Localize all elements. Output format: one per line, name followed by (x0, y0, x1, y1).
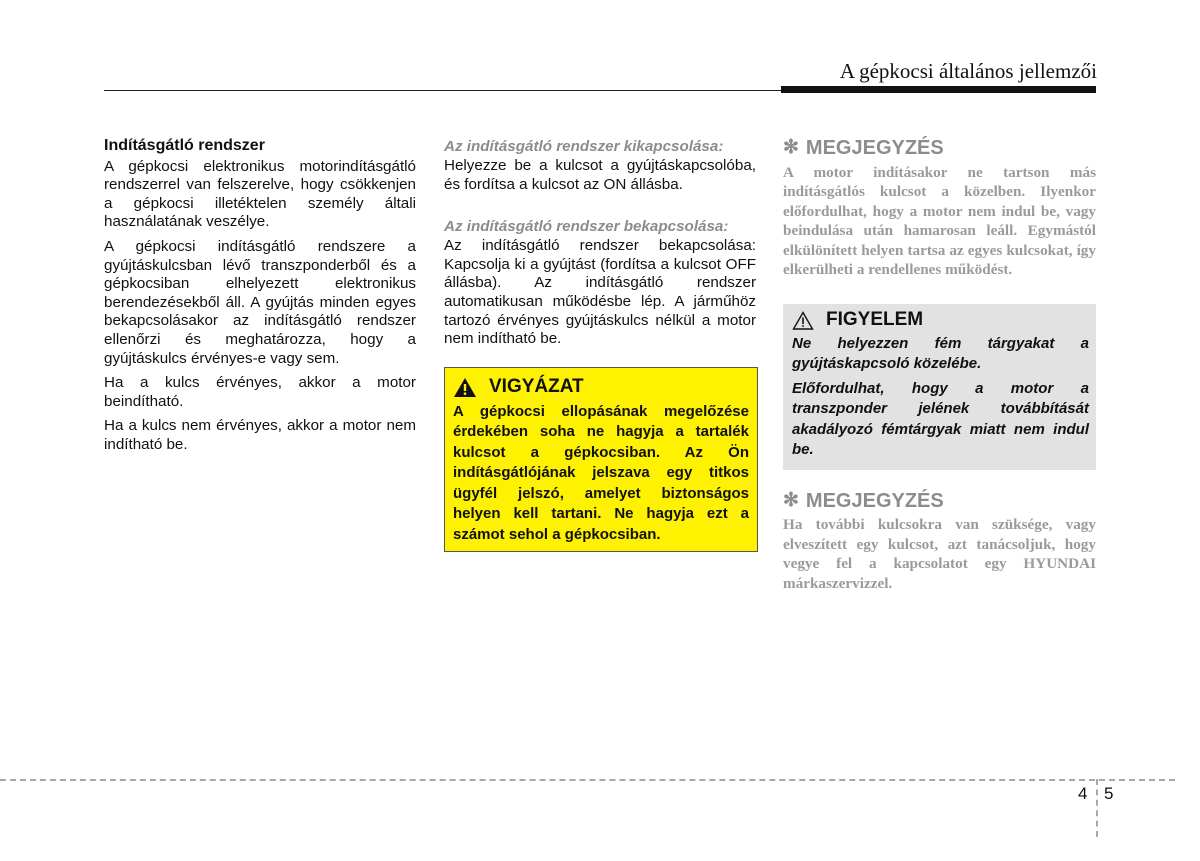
note-text: Ha további kulcsokra van szüksége, vagy elveszített egy kulcsot, azt tanácsoljuk, hogy vegye fel a kapcsolatot egy HYUNDAI márkaszervizzel. (783, 516, 1096, 592)
page-number: 5 (1104, 784, 1114, 803)
section-title: Indításgátló rendszer (104, 137, 265, 154)
warning-title: VIGYÁZAT (489, 375, 584, 397)
column-operation (444, 137, 756, 552)
note-header (783, 139, 1096, 158)
paragraph: A gépkocsi elektronikus motorindításgátló rendszerrel van felszerelve, hogy csökkenjen a gépkocsi illetéktelen személy általi használatának veszélye. (104, 157, 416, 231)
warning-header (453, 377, 749, 398)
caution-text: Előfordulhat, hogy a motor a transzponder jelének továbbítását akadályozó fémtárgyak miatt nem indul be. (792, 379, 1089, 459)
note-title: MEGJEGYZÉS (805, 137, 944, 159)
paragraph: A gépkocsi indításgátló rendszere a gyújtáskulcsban lévő transzponderből és a gépkocsiban elhelyezett elektronikus berendezésekből áll. A gyújtás minden egyes bekapcsolásakor az indításgátló rendszer ellenőrzi és meghatározza, hogy a gyújtáskulcs érvényes-e vagy sem. (104, 237, 416, 367)
subheading-activation: Az indításgátló rendszer bekapcsolása: (444, 218, 729, 236)
page-chapter-number: 4 (1078, 784, 1088, 803)
note-text: A motor indításakor ne tartson más indításgátlós kulcsot a közelben. Ilyenkor előfordulhat, hogy a motor nem indul be, vagy beindulása után hamarosan leáll. Egymástól elkülönített helyen tartsa az egyes kulcsokat, így elkerülheti a rendellenes működést. (783, 163, 1096, 279)
note-title: MEGJEGYZÉS (805, 489, 944, 512)
note-star-icon: ✻ (783, 489, 799, 511)
subheading-deactivation: Az indításgátló rendszer kikapcsolása: (444, 138, 724, 155)
column-immobilizer (104, 137, 416, 461)
warning-triangle-icon (453, 377, 477, 398)
paragraph: Helyezze be a kulcsot a gyújtáskapcsolóba, és fordítsa a kulcsot az ON állásba. (444, 157, 756, 193)
footer-divider-vertical (1096, 779, 1098, 837)
header-rule-accent (781, 86, 1096, 93)
paragraph: Az indításgátló rendszer bekapcsolása: Kapcsolja ki a gyújtást (fordítsa a kulcsot OFF állásba). Az indításgátló rendszer automatikusan működésbe lép. A járműhöz tartozó érvényes gyújtáskulcs nélkül a motor nem indítható be. (444, 237, 756, 348)
note-star-icon: ✻ (783, 137, 799, 158)
caution-triangle-icon (792, 311, 814, 330)
note-header (783, 489, 1096, 512)
paragraph: Ha a kulcs érvényes, akkor a motor beindítható. (104, 374, 416, 410)
page-header-title: A gépkocsi általános jellemzői (839, 59, 1097, 83)
warning-box (444, 367, 758, 553)
caution-header (792, 308, 1089, 330)
paragraph: Ha a kulcs nem érvényes, akkor a motor nem indítható be. (104, 417, 416, 453)
caution-title: FIGYELEM (826, 308, 924, 330)
warning-text: A gépkocsi ellopásának megelőzése érdekében soha ne hagyja a tartalék kulcsot a gépkocsiban. Az Ön indításgátlójának jelszava egy titkos ügyfél jelszó, amelyet biztonságos helyen kell tartani. Ne hagyja ezt a számot sehol a gépkocsiban. (453, 402, 749, 543)
column-notes (783, 137, 1096, 593)
caution-text: Ne helyezzen fém tárgyakat a gyújtáskapcsoló közelébe. (792, 334, 1089, 373)
footer-divider (0, 779, 1175, 781)
caution-box (783, 304, 1096, 470)
